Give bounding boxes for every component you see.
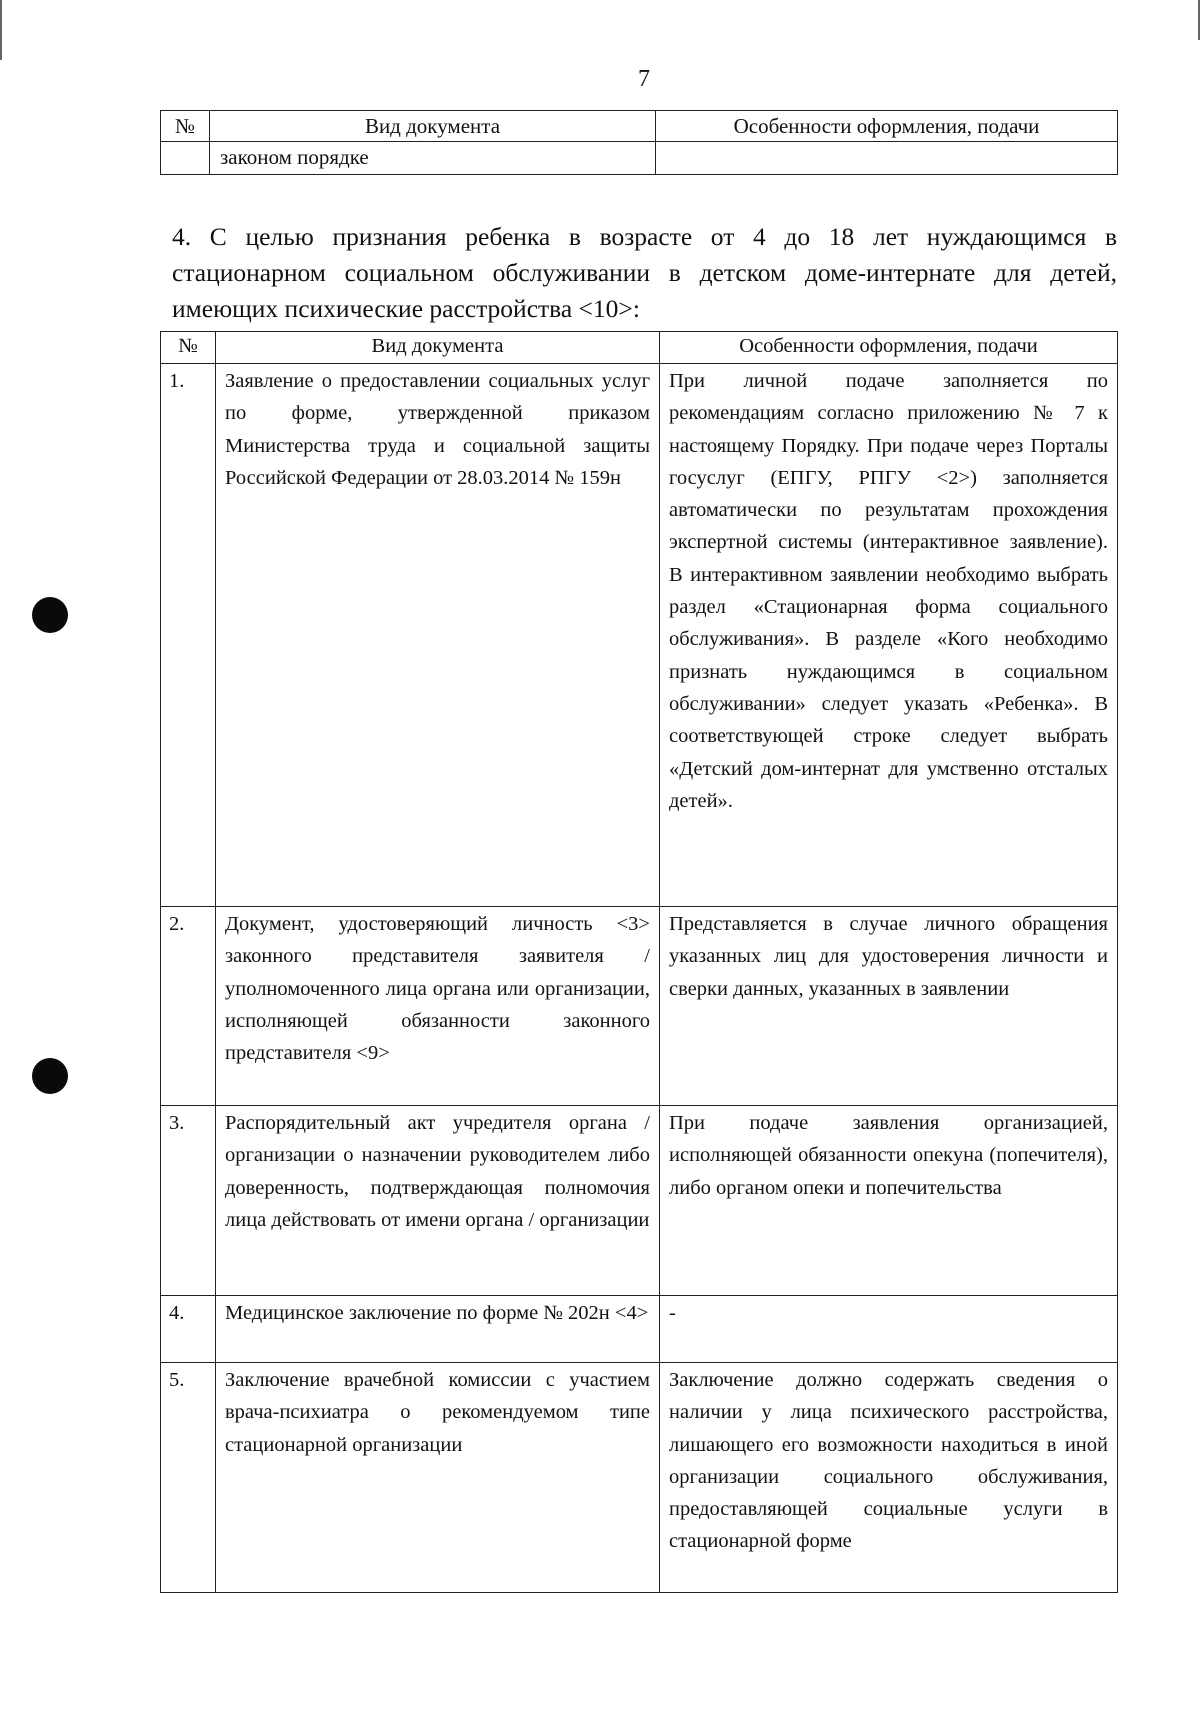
- row-notes: Представляется в случае личного обращения указанных лиц для удостоверения личности и сверки данных, указанных в заявлении: [660, 907, 1118, 1106]
- row-number: 2.: [161, 907, 216, 1106]
- table-row: [161, 1106, 1118, 1296]
- header-document-type: Вид документа: [210, 111, 656, 142]
- section-paragraph: 4. С целью признания ребенка в возрасте от 4 до 18 лет нуждающимся в стационарном социальном обслуживании в детском доме-интернате для детей, имеющих психические расстройства <10>:: [172, 222, 1117, 323]
- documents-table: [160, 331, 1118, 1593]
- cell-document: законом порядке: [210, 142, 656, 175]
- row-notes: При личной подаче заполняется по рекомендациям согласно приложению № 7 к настоящему Порядку. При подаче через Порталы госуслуг (ЕПГУ, РПГУ <2>) заполняется автоматически по результатам прохождения экспертной системы (интерактивное заявление). В интерактивном заявлении необходимо выбрать раздел «Стационарная форма социального обслуживания». В разделе «Кого необходимо признать нуждающимся в социальном обслуживании» следует указать «Ребенка». В соответствующей строке следует выбрать «Детский дом-интернат для умственно отсталых детей».: [660, 364, 1118, 907]
- binder-hole-bottom: [32, 1058, 68, 1094]
- row-document: Медицинское заключение по форме № 202н <4>: [216, 1296, 660, 1363]
- row-document: Распорядительный акт учредителя органа / организации о назначении руководителем либо доверенность, подтверждающая полномочия лица действовать от имени органа / организации: [216, 1106, 660, 1296]
- binder-hole-top: [32, 597, 68, 633]
- row-document: Заявление о предоставлении социальных услуг по форме, утвержденной приказом Министерства труда и социальной защиты Российской Федерации от 28.03.2014 № 159н: [216, 364, 660, 907]
- row-number: 3.: [161, 1106, 216, 1296]
- row-number: 4.: [161, 1296, 216, 1363]
- table-row: [161, 1296, 1118, 1363]
- header-number: №: [161, 111, 210, 142]
- row-number: 1.: [161, 364, 216, 907]
- table-continued: [160, 110, 1118, 175]
- table-row: [161, 364, 1118, 907]
- cell-number: [161, 142, 210, 175]
- cell-notes: [656, 142, 1118, 175]
- header-notes: Особенности оформления, подачи: [656, 111, 1118, 142]
- header-document-type: Вид документа: [216, 332, 660, 364]
- page-edge-left: [0, 0, 2, 60]
- table-header-row: [161, 332, 1118, 364]
- header-number: №: [161, 332, 216, 364]
- row-document: Заключение врачебной комиссии с участием врача-психиатра о рекомендуемом типе стационарной организации: [216, 1363, 660, 1593]
- row-document: Документ, удостоверяющий личность <3> законного представителя заявителя / уполномоченного лица органа или организации, исполняющей обязанности законного представителя <9>: [216, 907, 660, 1106]
- table-row: [161, 907, 1118, 1106]
- row-notes: Заключение должно содержать сведения о наличии у лица психического расстройства, лишающего его возможности находиться в иной организации социального обслуживания, предоставляющей социальные услуги в стационарной форме: [660, 1363, 1118, 1593]
- page-number: 7: [638, 66, 650, 92]
- table-header-row: [161, 111, 1118, 142]
- row-notes: -: [660, 1296, 1118, 1363]
- header-notes: Особенности оформления, подачи: [660, 332, 1118, 364]
- table-row: [161, 1363, 1118, 1593]
- table-row: [161, 142, 1118, 175]
- row-number: 5.: [161, 1363, 216, 1593]
- row-notes: При подаче заявления организацией, исполняющей обязанности опекуна (попечителя), либо органом опеки и попечительства: [660, 1106, 1118, 1296]
